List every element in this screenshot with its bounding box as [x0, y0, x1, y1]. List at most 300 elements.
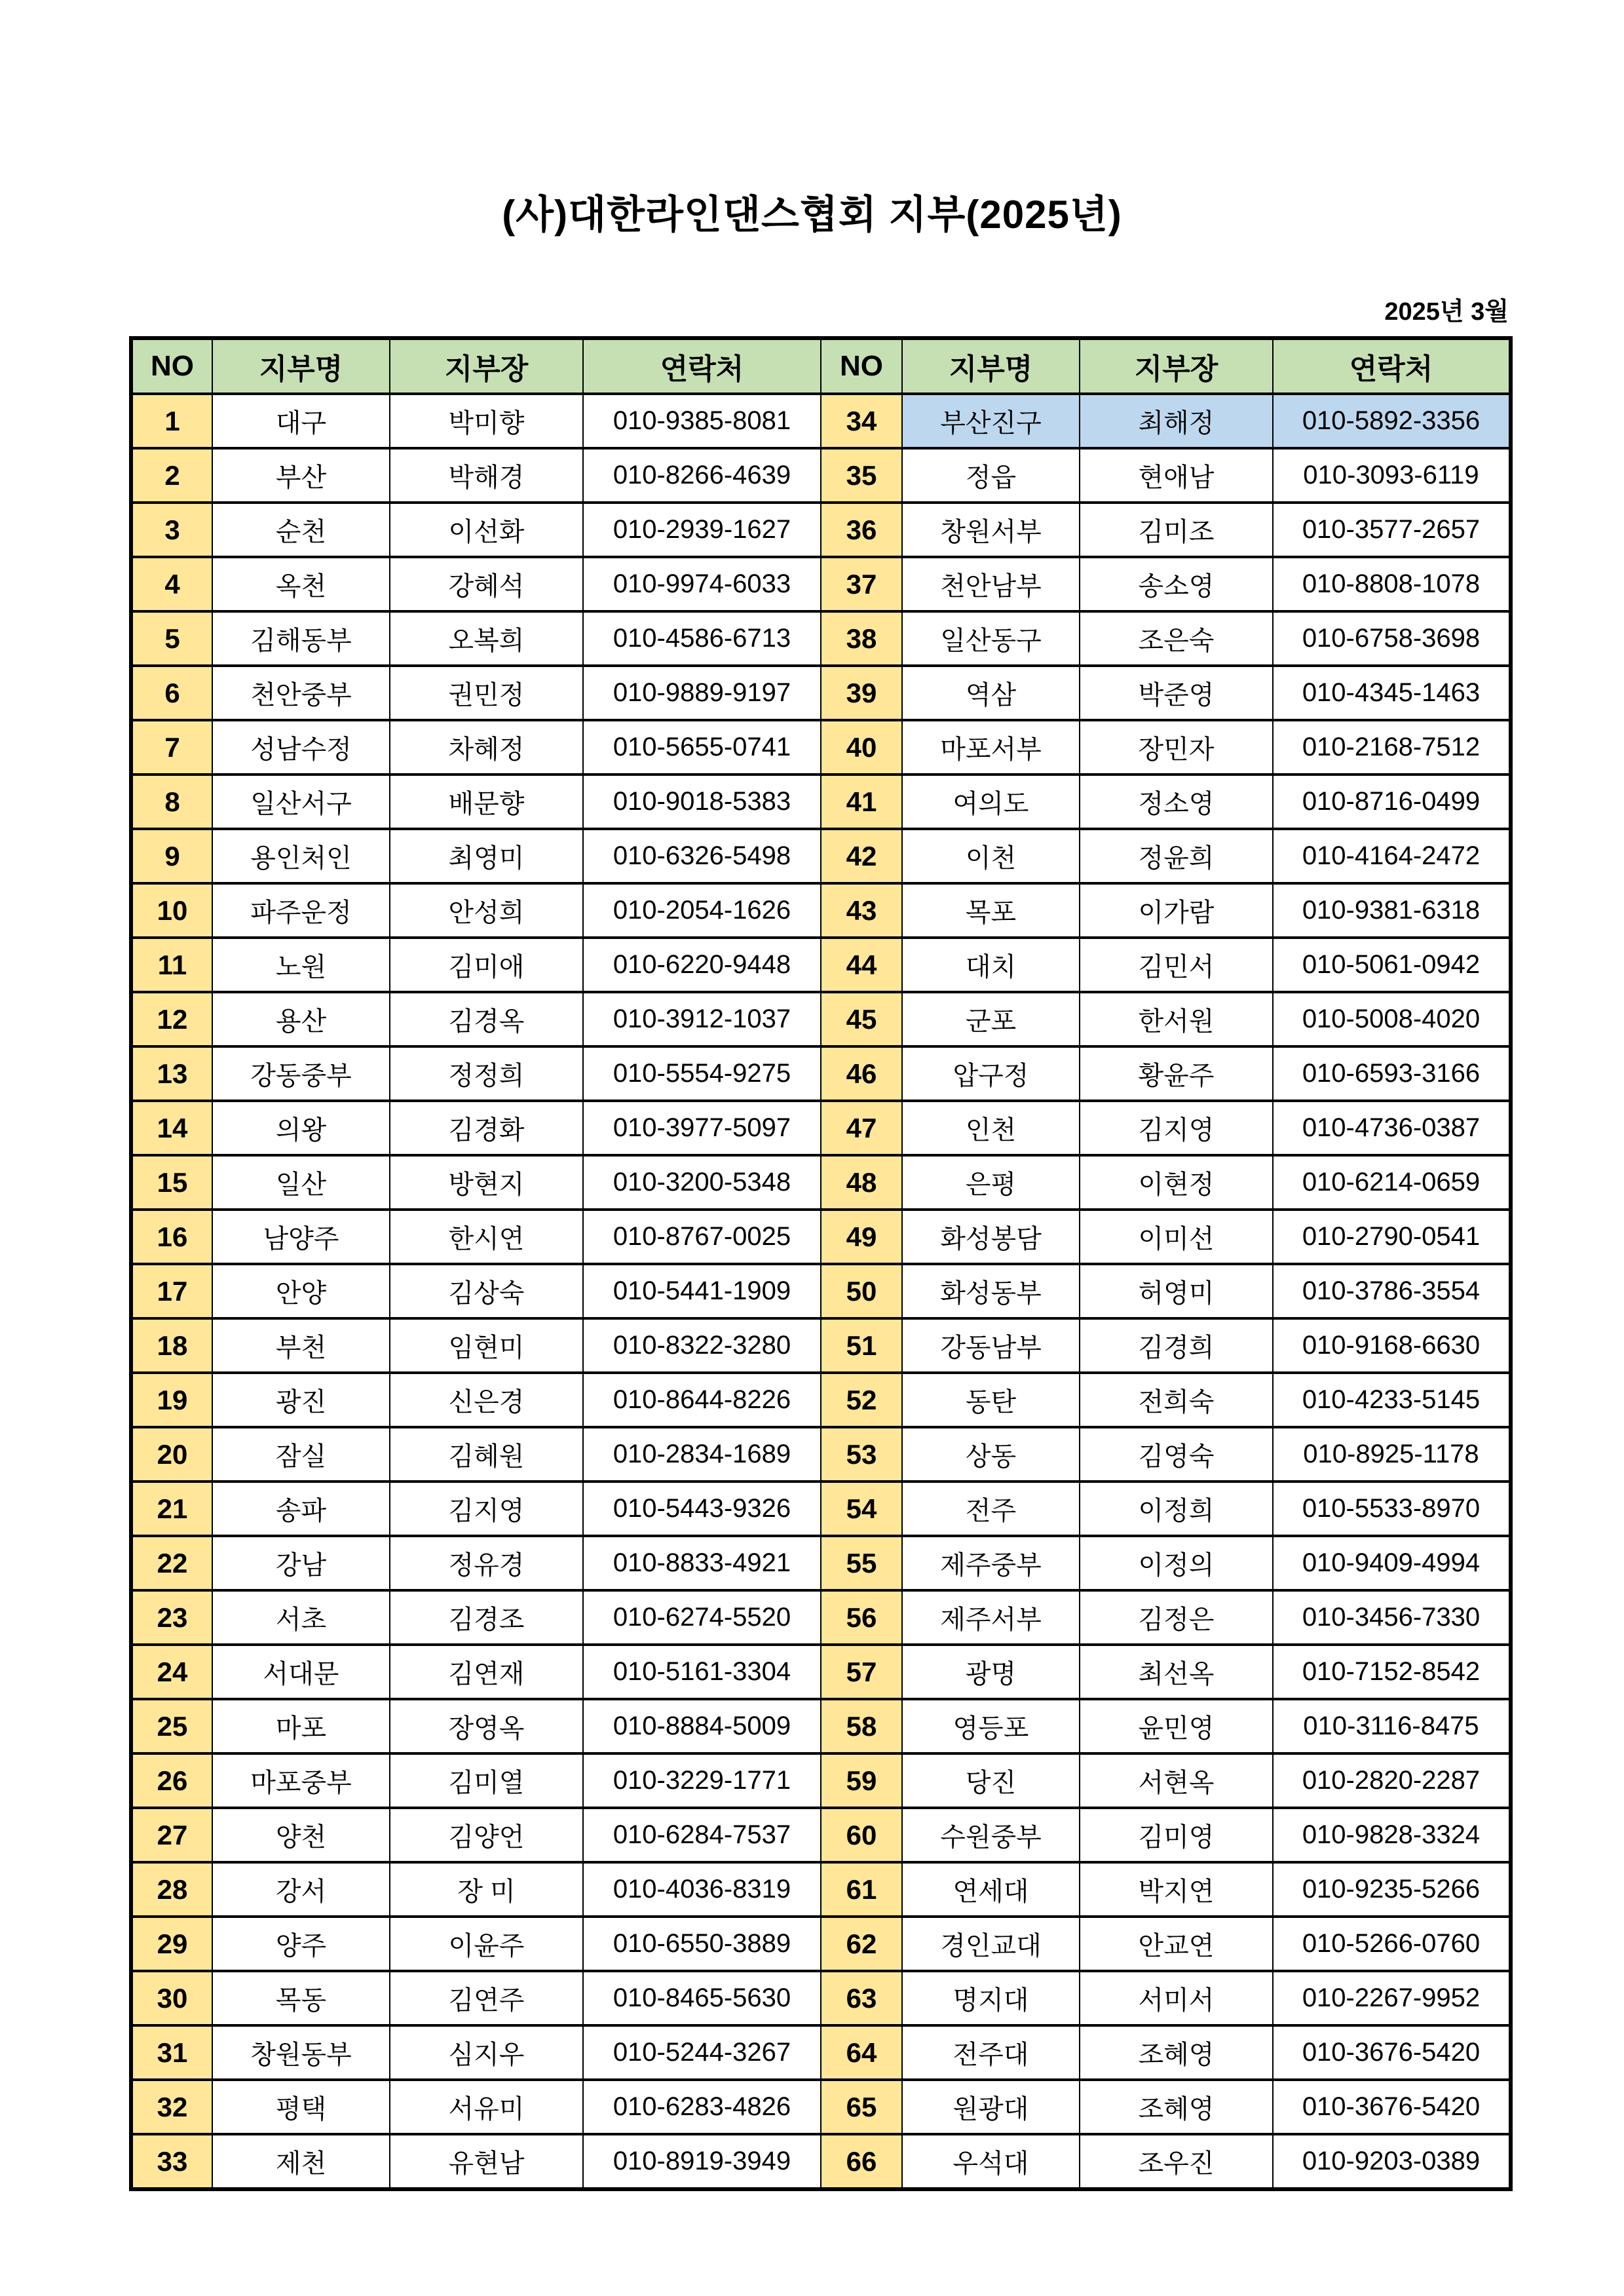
branch-cell: 강동남부	[902, 1318, 1080, 1373]
branch-cell: 이천	[902, 829, 1080, 883]
phone-cell: 010-5161-3304	[583, 1645, 821, 1699]
phone-cell: 010-3676-5420	[1273, 2080, 1511, 2134]
phone-cell: 010-9203-0389	[1273, 2134, 1511, 2189]
table-row	[131, 2134, 1511, 2189]
branch-cell: 우석대	[902, 2134, 1080, 2189]
leader-cell: 오복희	[390, 611, 583, 666]
leader-cell: 김연주	[390, 1971, 583, 2025]
leader-cell: 김정은	[1080, 1590, 1273, 1645]
no-cell: 42	[821, 829, 902, 883]
no-cell: 64	[821, 2025, 902, 2080]
leader-cell: 강혜석	[390, 557, 583, 611]
branch-cell: 전주대	[902, 2025, 1080, 2080]
no-cell: 19	[131, 1373, 212, 1427]
table-row	[131, 1699, 1511, 1753]
no-cell: 57	[821, 1645, 902, 1699]
branch-cell: 안양	[212, 1264, 390, 1318]
header-cell-no: NO	[131, 338, 212, 394]
no-cell: 22	[131, 1536, 212, 1590]
phone-cell: 010-3116-8475	[1273, 1699, 1511, 1753]
leader-cell: 한시연	[390, 1210, 583, 1264]
leader-cell: 김지영	[1080, 1101, 1273, 1155]
table-body	[131, 394, 1511, 2189]
branch-cell: 강남	[212, 1536, 390, 1590]
table-row	[131, 1971, 1511, 2025]
leader-cell: 이가람	[1080, 883, 1273, 938]
no-cell: 3	[131, 503, 212, 557]
table-row	[131, 1917, 1511, 1971]
table-row	[131, 1210, 1511, 1264]
page-title: (사)대한라인댄스협회 지부(2025년)	[502, 193, 1122, 237]
branch-cell: 광명	[902, 1645, 1080, 1699]
leader-cell: 장 미	[390, 1862, 583, 1917]
leader-cell: 안성희	[390, 883, 583, 938]
leader-cell: 이선화	[390, 503, 583, 557]
date-label: 2025년 3월	[1384, 298, 1509, 326]
leader-cell: 이윤주	[390, 1917, 583, 1971]
phone-cell: 010-8465-5630	[583, 1971, 821, 2025]
phone-cell: 010-6593-3166	[1273, 1046, 1511, 1101]
branch-cell: 양천	[212, 1808, 390, 1862]
no-cell: 46	[821, 1046, 902, 1101]
branch-cell: 천안중부	[212, 666, 390, 720]
no-cell: 41	[821, 775, 902, 829]
table-row	[131, 666, 1511, 720]
no-cell: 53	[821, 1427, 902, 1482]
table-row	[131, 1101, 1511, 1155]
table-row	[131, 2080, 1511, 2134]
table-row	[131, 394, 1511, 448]
table-area	[129, 291, 1509, 2191]
table-row	[131, 720, 1511, 775]
branch-cell: 인천	[902, 1101, 1080, 1155]
no-cell: 65	[821, 2080, 902, 2134]
branch-cell: 천안남부	[902, 557, 1080, 611]
branch-cell: 평택	[212, 2080, 390, 2134]
header-cell-branch: 지부명	[212, 338, 390, 394]
leader-cell: 배문향	[390, 775, 583, 829]
phone-cell: 010-8919-3949	[583, 2134, 821, 2189]
table-row	[131, 938, 1511, 992]
no-cell: 7	[131, 720, 212, 775]
phone-cell: 010-6284-7537	[583, 1808, 821, 1862]
phone-cell: 010-5441-1909	[583, 1264, 821, 1318]
phone-cell: 010-6214-0659	[1273, 1155, 1511, 1210]
branch-cell: 용인처인	[212, 829, 390, 883]
no-cell: 25	[131, 1699, 212, 1753]
no-cell: 24	[131, 1645, 212, 1699]
no-cell: 6	[131, 666, 212, 720]
leader-cell: 김상숙	[390, 1264, 583, 1318]
no-cell: 48	[821, 1155, 902, 1210]
leader-cell: 차혜정	[390, 720, 583, 775]
leader-cell: 최영미	[390, 829, 583, 883]
leader-cell: 김미조	[1080, 503, 1273, 557]
branch-cell: 동탄	[902, 1373, 1080, 1427]
branch-cell: 상동	[902, 1427, 1080, 1482]
no-cell: 32	[131, 2080, 212, 2134]
table-row	[131, 1808, 1511, 1862]
branch-cell: 군포	[902, 992, 1080, 1046]
header-cell-phone: 연락처	[1273, 338, 1511, 394]
leader-cell: 박지연	[1080, 1862, 1273, 1917]
branch-cell: 성남수정	[212, 720, 390, 775]
leader-cell: 이현정	[1080, 1155, 1273, 1210]
no-cell: 35	[821, 448, 902, 503]
header-cell-no: NO	[821, 338, 902, 394]
leader-cell: 정윤희	[1080, 829, 1273, 883]
phone-cell: 010-4036-8319	[583, 1862, 821, 1917]
no-cell: 18	[131, 1318, 212, 1373]
no-cell: 9	[131, 829, 212, 883]
phone-cell: 010-4736-0387	[1273, 1101, 1511, 1155]
phone-cell: 010-8925-1178	[1273, 1427, 1511, 1482]
branch-cell: 광진	[212, 1373, 390, 1427]
branch-cell: 일산	[212, 1155, 390, 1210]
phone-cell: 010-8716-0499	[1273, 775, 1511, 829]
branch-cell: 은평	[902, 1155, 1080, 1210]
phone-cell: 010-9018-5383	[583, 775, 821, 829]
leader-cell: 신은경	[390, 1373, 583, 1427]
branch-cell: 양주	[212, 1917, 390, 1971]
branch-cell: 서대문	[212, 1645, 390, 1699]
leader-cell: 허영미	[1080, 1264, 1273, 1318]
branch-cell: 명지대	[902, 1971, 1080, 2025]
phone-cell: 010-5244-3267	[583, 2025, 821, 2080]
branch-cell: 일산동구	[902, 611, 1080, 666]
phone-cell: 010-8644-8226	[583, 1373, 821, 1427]
no-cell: 16	[131, 1210, 212, 1264]
branch-cell: 대치	[902, 938, 1080, 992]
table-row	[131, 611, 1511, 666]
branch-cell: 김해동부	[212, 611, 390, 666]
phone-cell: 010-2054-1626	[583, 883, 821, 938]
leader-cell: 김양언	[390, 1808, 583, 1862]
leader-cell: 조은숙	[1080, 611, 1273, 666]
branch-cell: 목포	[902, 883, 1080, 938]
table-row	[131, 1862, 1511, 1917]
phone-cell: 010-8266-4639	[583, 448, 821, 503]
branch-cell: 원광대	[902, 2080, 1080, 2134]
no-cell: 56	[821, 1590, 902, 1645]
leader-cell: 김경옥	[390, 992, 583, 1046]
phone-cell: 010-3200-5348	[583, 1155, 821, 1210]
leader-cell: 장영옥	[390, 1699, 583, 1753]
phone-cell: 010-3977-5097	[583, 1101, 821, 1155]
leader-cell: 김미영	[1080, 1808, 1273, 1862]
phone-cell: 010-5008-4020	[1273, 992, 1511, 1046]
phone-cell: 010-5061-0942	[1273, 938, 1511, 992]
no-cell: 39	[821, 666, 902, 720]
phone-cell: 010-2834-1689	[583, 1427, 821, 1482]
branch-cell: 화성동부	[902, 1264, 1080, 1318]
branch-cell: 노원	[212, 938, 390, 992]
phone-cell: 010-9889-9197	[583, 666, 821, 720]
branch-cell: 마포중부	[212, 1753, 390, 1808]
branch-cell: 일산서구	[212, 775, 390, 829]
table-row	[131, 1753, 1511, 1808]
phone-cell: 010-3676-5420	[1273, 2025, 1511, 2080]
phone-cell: 010-4233-5145	[1273, 1373, 1511, 1427]
no-cell: 66	[821, 2134, 902, 2189]
no-cell: 63	[821, 1971, 902, 2025]
phone-cell: 010-3577-2657	[1273, 503, 1511, 557]
no-cell: 52	[821, 1373, 902, 1427]
no-cell: 13	[131, 1046, 212, 1101]
no-cell: 31	[131, 2025, 212, 2080]
no-cell: 55	[821, 1536, 902, 1590]
leader-cell: 박준영	[1080, 666, 1273, 720]
leader-cell: 이정희	[1080, 1482, 1273, 1536]
no-cell: 23	[131, 1590, 212, 1645]
header-row	[131, 338, 1511, 394]
branch-cell: 전주	[902, 1482, 1080, 1536]
no-cell: 51	[821, 1318, 902, 1373]
no-cell: 43	[821, 883, 902, 938]
leader-cell: 장민자	[1080, 720, 1273, 775]
phone-cell: 010-3456-7330	[1273, 1590, 1511, 1645]
header-cell-leader: 지부장	[390, 338, 583, 394]
leader-cell: 김미열	[390, 1753, 583, 1808]
branch-cell: 정읍	[902, 448, 1080, 503]
no-cell: 8	[131, 775, 212, 829]
phone-cell: 010-9974-6033	[583, 557, 821, 611]
leader-cell: 조혜영	[1080, 2080, 1273, 2134]
phone-cell: 010-2267-9952	[1273, 1971, 1511, 2025]
no-cell: 20	[131, 1427, 212, 1482]
phone-cell: 010-4164-2472	[1273, 829, 1511, 883]
leader-cell: 김지영	[390, 1482, 583, 1536]
table-row	[131, 829, 1511, 883]
branch-cell: 제천	[212, 2134, 390, 2189]
phone-cell: 010-3229-1771	[583, 1753, 821, 1808]
phone-cell: 010-8833-4921	[583, 1536, 821, 1590]
branch-cell: 마포	[212, 1699, 390, 1753]
branch-cell: 남양주	[212, 1210, 390, 1264]
leader-cell: 송소영	[1080, 557, 1273, 611]
leader-cell: 현애남	[1080, 448, 1273, 503]
leader-cell: 정소영	[1080, 775, 1273, 829]
branch-cell: 목동	[212, 1971, 390, 2025]
phone-cell: 010-5266-0760	[1273, 1917, 1511, 1971]
no-cell: 4	[131, 557, 212, 611]
no-cell: 30	[131, 1971, 212, 2025]
branch-cell: 당진	[902, 1753, 1080, 1808]
leader-cell: 황윤주	[1080, 1046, 1273, 1101]
phone-cell: 010-3093-6119	[1273, 448, 1511, 503]
branch-cell: 강서	[212, 1862, 390, 1917]
phone-cell: 010-6326-5498	[583, 829, 821, 883]
branch-cell: 영등포	[902, 1699, 1080, 1753]
no-cell: 49	[821, 1210, 902, 1264]
no-cell: 26	[131, 1753, 212, 1808]
no-cell: 58	[821, 1699, 902, 1753]
no-cell: 34	[821, 394, 902, 448]
phone-cell: 010-9235-5266	[1273, 1862, 1511, 1917]
phone-cell: 010-7152-8542	[1273, 1645, 1511, 1699]
phone-cell: 010-9381-6318	[1273, 883, 1511, 938]
phone-cell: 010-8808-1078	[1273, 557, 1511, 611]
phone-cell: 010-5892-3356	[1273, 394, 1511, 448]
phone-cell: 010-8884-5009	[583, 1699, 821, 1753]
table-row	[131, 1482, 1511, 1536]
header-cell-branch: 지부명	[902, 338, 1080, 394]
table-row	[131, 1645, 1511, 1699]
branch-cell: 창원서부	[902, 503, 1080, 557]
phone-cell: 010-3912-1037	[583, 992, 821, 1046]
branch-cell: 제주서부	[902, 1590, 1080, 1645]
leader-cell: 전희숙	[1080, 1373, 1273, 1427]
no-cell: 44	[821, 938, 902, 992]
no-cell: 29	[131, 1917, 212, 1971]
branch-cell: 부천	[212, 1318, 390, 1373]
branch-cell: 부산	[212, 448, 390, 503]
table-row	[131, 503, 1511, 557]
leader-cell: 김경희	[1080, 1318, 1273, 1373]
phone-cell: 010-9828-3324	[1273, 1808, 1511, 1862]
leader-cell: 유현남	[390, 2134, 583, 2189]
table-row	[131, 1427, 1511, 1482]
table-row	[131, 1264, 1511, 1318]
table-row	[131, 1590, 1511, 1645]
leader-cell: 정유경	[390, 1536, 583, 1590]
branch-cell: 화성봉담	[902, 1210, 1080, 1264]
no-cell: 1	[131, 394, 212, 448]
no-cell: 15	[131, 1155, 212, 1210]
table-row	[131, 1318, 1511, 1373]
branch-cell: 마포서부	[902, 720, 1080, 775]
leader-cell: 한서원	[1080, 992, 1273, 1046]
phone-cell: 010-9168-6630	[1273, 1318, 1511, 1373]
branch-cell: 압구정	[902, 1046, 1080, 1101]
leader-cell: 서미서	[1080, 1971, 1273, 2025]
leader-cell: 권민정	[390, 666, 583, 720]
leader-cell: 임현미	[390, 1318, 583, 1373]
branch-cell: 수원중부	[902, 1808, 1080, 1862]
leader-cell: 김연재	[390, 1645, 583, 1699]
leader-cell: 박해경	[390, 448, 583, 503]
table-row	[131, 2025, 1511, 2080]
branch-cell: 역삼	[902, 666, 1080, 720]
no-cell: 38	[821, 611, 902, 666]
branch-cell: 파주운정	[212, 883, 390, 938]
branch-cell: 여의도	[902, 775, 1080, 829]
no-cell: 59	[821, 1753, 902, 1808]
phone-cell: 010-6220-9448	[583, 938, 821, 992]
leader-cell: 최선옥	[1080, 1645, 1273, 1699]
leader-cell: 윤민영	[1080, 1699, 1273, 1753]
table-row	[131, 1536, 1511, 1590]
branch-cell: 서초	[212, 1590, 390, 1645]
table-row	[131, 883, 1511, 938]
branch-cell: 창원동부	[212, 2025, 390, 2080]
table-row	[131, 448, 1511, 503]
phone-cell: 010-8322-3280	[583, 1318, 821, 1373]
branch-cell: 용산	[212, 992, 390, 1046]
phone-cell: 010-5533-8970	[1273, 1482, 1511, 1536]
phone-cell: 010-5443-9326	[583, 1482, 821, 1536]
phone-cell: 010-6550-3889	[583, 1917, 821, 1971]
leader-cell: 김영숙	[1080, 1427, 1273, 1482]
phone-cell: 010-4345-1463	[1273, 666, 1511, 720]
no-cell: 61	[821, 1862, 902, 1917]
phone-cell: 010-5655-0741	[583, 720, 821, 775]
branch-cell: 옥천	[212, 557, 390, 611]
phone-cell: 010-6274-5520	[583, 1590, 821, 1645]
branch-cell: 잠실	[212, 1427, 390, 1482]
phone-cell: 010-8767-0025	[583, 1210, 821, 1264]
branch-cell: 순천	[212, 503, 390, 557]
branch-cell: 부산진구	[902, 394, 1080, 448]
phone-cell: 010-2939-1627	[583, 503, 821, 557]
no-cell: 33	[131, 2134, 212, 2189]
no-cell: 14	[131, 1101, 212, 1155]
branch-cell: 송파	[212, 1482, 390, 1536]
no-cell: 27	[131, 1808, 212, 1862]
no-cell: 62	[821, 1917, 902, 1971]
branch-cell: 대구	[212, 394, 390, 448]
no-cell: 21	[131, 1482, 212, 1536]
phone-cell: 010-5554-9275	[583, 1046, 821, 1101]
leader-cell: 정정희	[390, 1046, 583, 1101]
phone-cell: 010-2168-7512	[1273, 720, 1511, 775]
no-cell: 40	[821, 720, 902, 775]
leader-cell: 김경조	[390, 1590, 583, 1645]
leader-cell: 김미애	[390, 938, 583, 992]
branch-cell: 경인교대	[902, 1917, 1080, 1971]
table-row	[131, 1046, 1511, 1101]
leader-cell: 이미선	[1080, 1210, 1273, 1264]
no-cell: 10	[131, 883, 212, 938]
leader-cell: 박미향	[390, 394, 583, 448]
phone-cell: 010-2790-0541	[1273, 1210, 1511, 1264]
header-cell-phone: 연락처	[583, 338, 821, 394]
branch-cell: 의왕	[212, 1101, 390, 1155]
phone-cell: 010-6283-4826	[583, 2080, 821, 2134]
leader-cell: 서유미	[390, 2080, 583, 2134]
leader-cell: 김혜원	[390, 1427, 583, 1482]
phone-cell: 010-3786-3554	[1273, 1264, 1511, 1318]
no-cell: 2	[131, 448, 212, 503]
no-cell: 37	[821, 557, 902, 611]
no-cell: 17	[131, 1264, 212, 1318]
no-cell: 45	[821, 992, 902, 1046]
table-row	[131, 1373, 1511, 1427]
leader-cell: 조우진	[1080, 2134, 1273, 2189]
table-row	[131, 992, 1511, 1046]
no-cell: 12	[131, 992, 212, 1046]
no-cell: 5	[131, 611, 212, 666]
branch-table	[129, 336, 1513, 2191]
phone-cell: 010-6758-3698	[1273, 611, 1511, 666]
no-cell: 54	[821, 1482, 902, 1536]
leader-cell: 이정의	[1080, 1536, 1273, 1590]
leader-cell: 방현지	[390, 1155, 583, 1210]
leader-cell: 심지우	[390, 2025, 583, 2080]
branch-cell: 제주중부	[902, 1536, 1080, 1590]
phone-cell: 010-2820-2287	[1273, 1753, 1511, 1808]
no-cell: 36	[821, 503, 902, 557]
no-cell: 47	[821, 1101, 902, 1155]
leader-cell: 조혜영	[1080, 2025, 1273, 2080]
phone-cell: 010-9409-4994	[1273, 1536, 1511, 1590]
table-row	[131, 775, 1511, 829]
leader-cell: 최해정	[1080, 394, 1273, 448]
table-row	[131, 557, 1511, 611]
phone-cell: 010-9385-8081	[583, 394, 821, 448]
no-cell: 60	[821, 1808, 902, 1862]
no-cell: 28	[131, 1862, 212, 1917]
